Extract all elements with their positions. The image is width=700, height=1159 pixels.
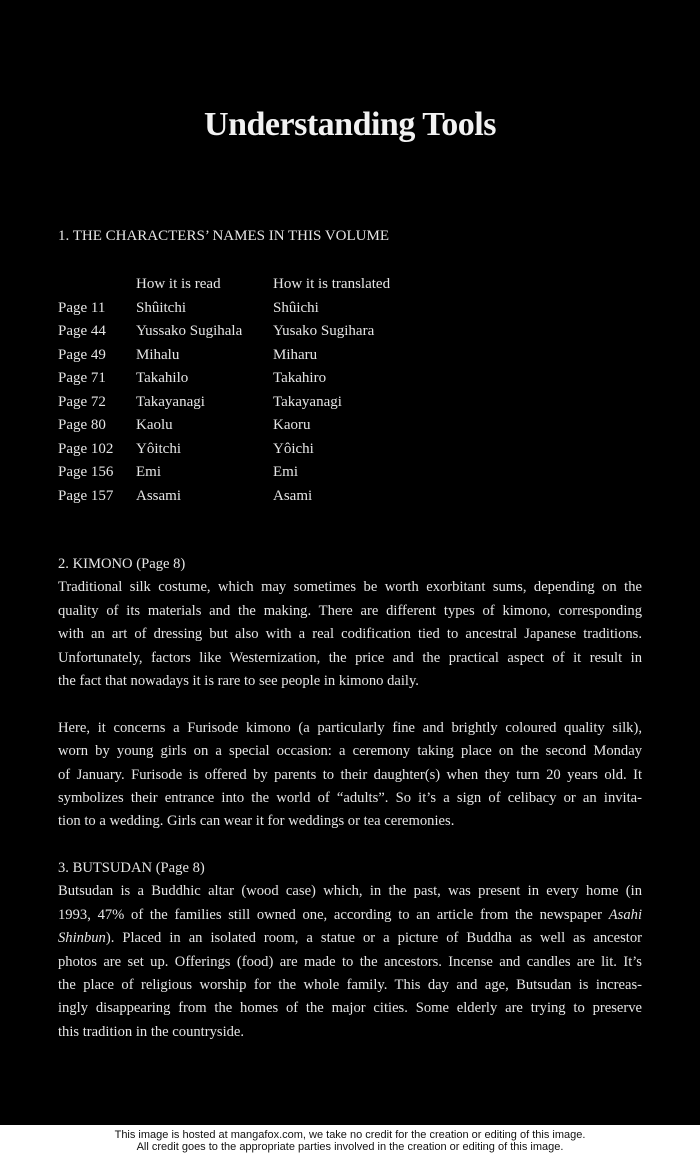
text-line: the fact that nowadays it is rare to see people in kimono daily. <box>58 672 419 689</box>
text-span: ). Placed in an isolated room, a statue or a picture of Buddha as well as ancestor <box>105 930 642 947</box>
section-heading-kimono: 2. KIMONO (Page 8) <box>58 556 186 572</box>
text-line: Traditional silk costume, which may sometimes be worth exorbitant sums, depending on the <box>58 579 642 596</box>
page-cell: Page 44 <box>58 323 106 339</box>
disclaimer-line: This image is hosted at mangafox.com, we take no credit for the creation or editing of this image. <box>114 1129 586 1141</box>
translated-cell: Shûichi <box>273 299 319 316</box>
page-title: Understanding Tools <box>204 106 496 143</box>
translated-cell: Takahiro <box>273 370 327 386</box>
newspaper-name: Shinbun <box>58 930 106 947</box>
page-cell: Page 80 <box>58 417 106 433</box>
page-cell: Page 157 <box>58 487 114 504</box>
read-cell: Shûitchi <box>136 299 187 316</box>
translated-cell: Yusako Sugihara <box>273 323 375 339</box>
text-line <box>58 904 642 927</box>
translated-cell: Miharu <box>273 346 318 363</box>
translated-cell: Kaoru <box>273 417 311 433</box>
hosting-disclaimer <box>0 1125 700 1159</box>
read-cell: Takahilo <box>136 370 189 386</box>
text-line <box>58 927 642 950</box>
read-cell: Mihalu <box>136 346 180 363</box>
header-read: How it is read <box>136 276 221 292</box>
page-cell: Page 71 <box>58 370 106 386</box>
text-line: ingly disappearing from the homes of the major cities. Some elderly are trying to preserve <box>58 1000 642 1017</box>
text-line: tion to a wedding. Girls can wear it for weddings or tea ceremonies. <box>58 813 455 830</box>
disclaimer-line: All credit goes to the appropriate parties involved in the creation or editing of this image. <box>136 1141 564 1153</box>
read-cell: Kaolu <box>136 417 173 433</box>
page-cell: Page 102 <box>58 440 114 457</box>
text-span: 1993, 47% of the families still owned one, according to an article from the newspaper <box>58 906 609 923</box>
text-line: the place of religious worship for the whole family. This day and age, Butsudan is increas- <box>58 976 642 993</box>
read-cell: Assami <box>136 487 181 504</box>
section-heading-names: 1. THE CHARACTERS’ NAMES IN THIS VOLUME <box>58 228 389 244</box>
page-cell: Page 72 <box>58 393 106 410</box>
text-line: quality of its materials and the making. There are different types of kimono, corresponding <box>58 602 642 619</box>
translated-cell: Takayanagi <box>273 393 342 410</box>
text-line: with an art of dressing but also with a real codification tied to ancestral Japanese traditions. <box>58 626 642 643</box>
text-line: Butsudan is a Buddhic altar (wood case) which, in the past, was present in every home (in <box>58 883 642 900</box>
translated-cell: Emi <box>273 464 298 480</box>
butsudan-section <box>58 857 642 1044</box>
kimono-section <box>58 553 642 834</box>
page-cell: Page 11 <box>58 299 106 316</box>
page-cell: Page 49 <box>58 346 106 363</box>
page-cell: Page 156 <box>58 464 114 480</box>
read-cell: Takayanagi <box>136 393 205 410</box>
translated-cell: Asami <box>273 487 313 504</box>
text-line: of January. Furisode is offered by parents to their daughter(s) when they turn 20 years old. It <box>58 766 642 783</box>
text-line: worn by young girls on a special occasion: a ceremony taking place on the second Monday <box>58 743 642 760</box>
text-line: this tradition in the countryside. <box>58 1023 245 1040</box>
text-line: symbolizes their entrance into the world of “adults”. So it’s a sign of celibacy or an invita- <box>58 789 642 806</box>
newspaper-name: Asahi <box>608 906 642 923</box>
text-line: Here, it concerns a Furisode kimono (a particularly fine and brightly coloured quality silk), <box>58 719 642 736</box>
text-line: photos are set up. Offerings (food) are made to the ancestors. Incense and candles are lit. It’s <box>58 953 642 970</box>
header-translated: How it is translated <box>273 276 391 292</box>
translated-cell: Yôichi <box>273 440 314 457</box>
read-cell: Yôitchi <box>136 440 181 457</box>
text-line: Unfortunately, factors like Westernization, the price and the practical aspect of it result in <box>58 649 642 666</box>
read-cell: Emi <box>136 464 161 480</box>
section-heading-butsudan: 3. BUTSUDAN (Page 8) <box>58 860 205 876</box>
read-cell: Yussako Sugihala <box>136 323 243 339</box>
